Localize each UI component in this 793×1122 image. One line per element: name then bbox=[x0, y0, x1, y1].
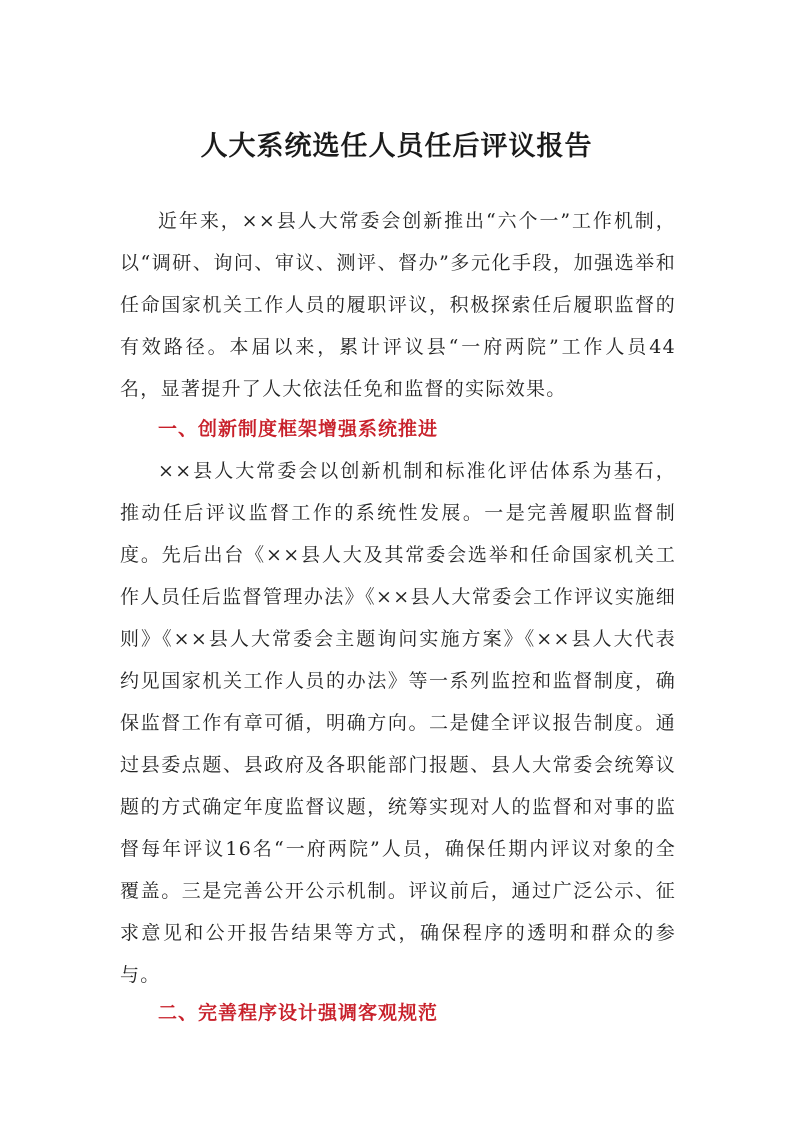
section-1-heading: 一、创新制度框架增强系统推进 bbox=[158, 418, 439, 440]
intro-paragraph: 近年来，××县人大常委会创新推出“六个一”工作机制，以“调研、询问、审议、测评、督办”多元化手段，加强选举和任命国家机关工作人员的履职评议，积极探索任后履职监督的有效路径。本届以来，累计评议县“一府两院”工作人员44名，显著提升了人大依法任免和监督的实际效果。 bbox=[120, 210, 676, 400]
section-2-heading: 二、完善程序设计强调客观规范 bbox=[158, 1002, 439, 1024]
section-1-paragraph: ××县人大常委会以创新机制和标准化评估体系为基石，推动任后评议监督工作的系统性发展。一是完善履职监督制度。先后出台《××县人大及其常委会选举和任命国家机关工作人员任后监督管理办法》《××县人大常委会工作评议实施细则》《××县人大常委会主题询问实施方案》《××县人大代表约见国家机关工作人员的办法》等一系列监控和监督制度，确保监督工作有章可循，明确方向。二是健全评议报告制度。通过县委点题、县政府及各职能部门报题、县人大常委会统筹议题的方式确定年度监督议题，统筹实现对人的监督和对事的监督每年评议16名“一府两院”人员，确保任期内评议对象的全覆盖。三是完善公开公示机制。评议前后，通过广泛公示、征求意见和公开报告结果等方式，确保程序的透明和群众的参与。 bbox=[120, 460, 676, 986]
document-title: 人大系统选任人员任后评议报告 bbox=[200, 131, 593, 162]
